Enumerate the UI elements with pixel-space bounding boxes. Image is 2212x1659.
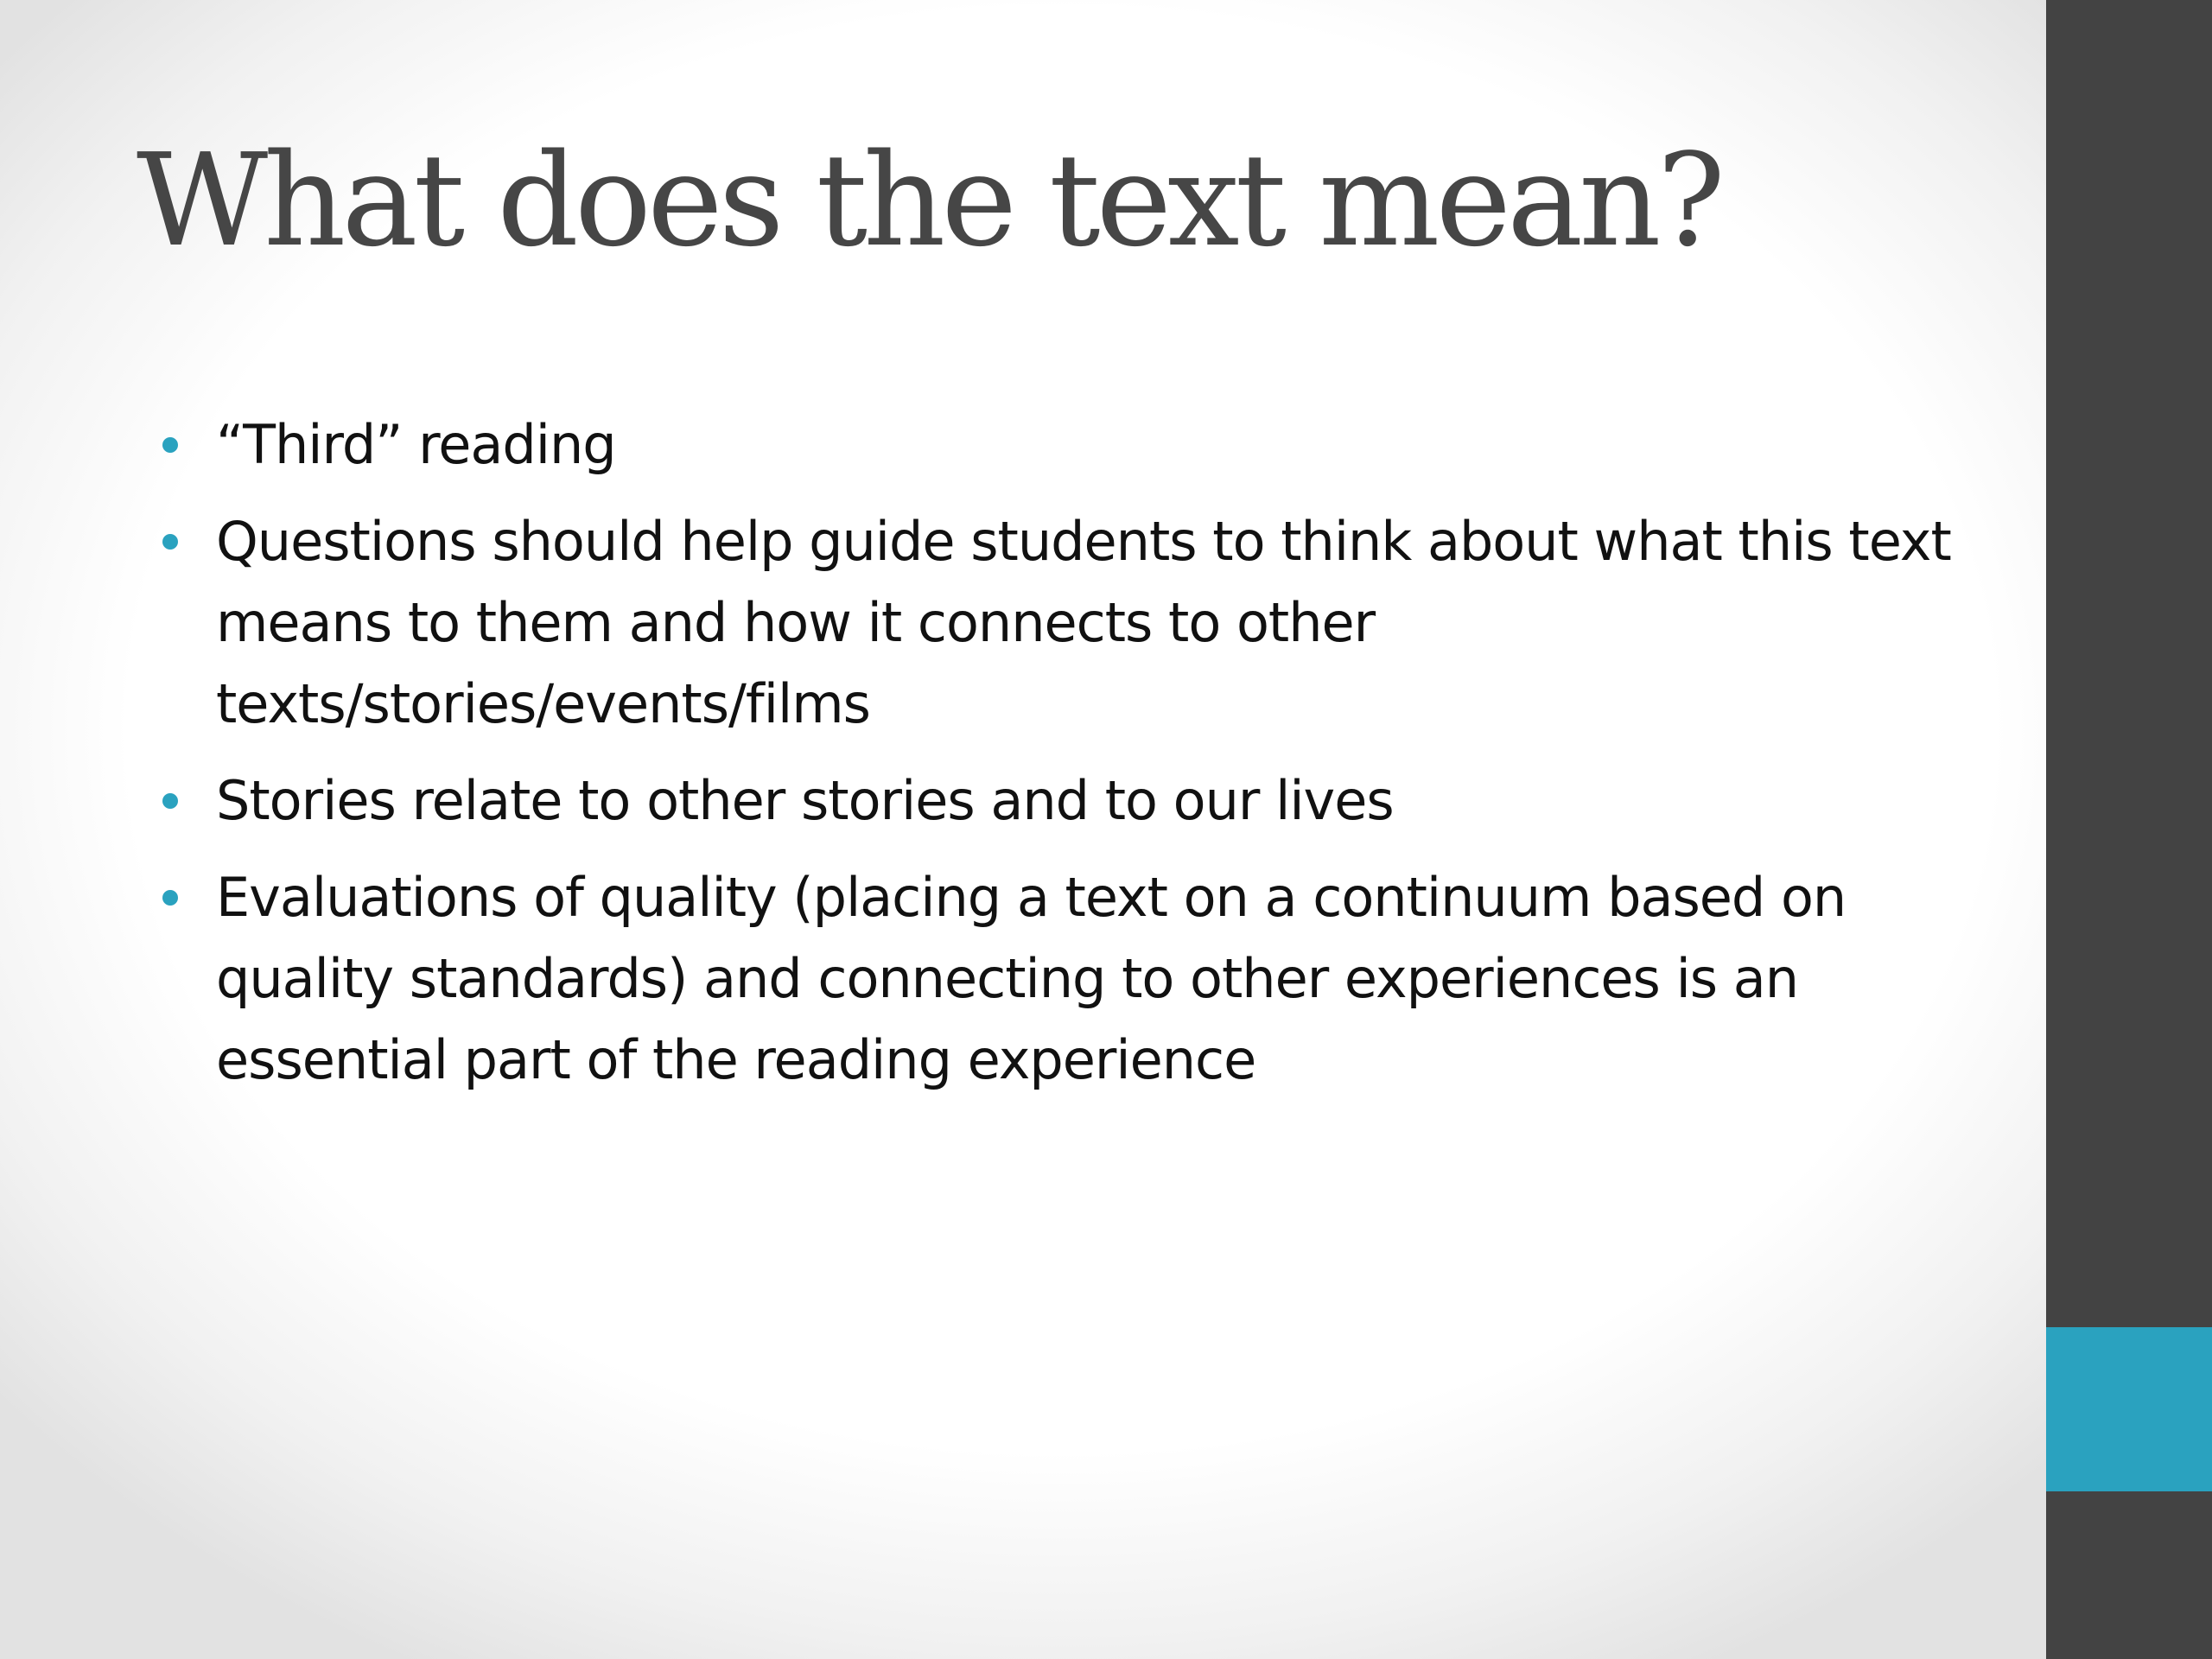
bullet-dot-icon [162, 534, 178, 550]
bullet-dot-icon [162, 890, 178, 906]
bullet-item [157, 760, 1989, 842]
bullet-dot-icon [162, 793, 178, 809]
slide-title: What does the text mean? [137, 126, 1721, 275]
decorative-sidebar [2046, 0, 2212, 1659]
sidebar-accent-block [2046, 1327, 2212, 1491]
bullet-item [157, 501, 1989, 745]
bullet-item [157, 857, 1989, 1101]
bullet-text: Evaluations of quality (placing a text on a continuum based on quality standards) and connecting to other experiences is an essential part of the reading experience [216, 866, 1847, 1091]
bullet-text: Stories relate to other stories and to our lives [216, 769, 1394, 832]
bullet-text: Questions should help guide students to think about what this text means to them and how it connects to other texts/stories/events/films [216, 510, 1951, 735]
bullet-item [157, 404, 1989, 486]
bullet-text: “Third” reading [216, 413, 616, 476]
bullet-dot-icon [162, 437, 178, 453]
bullet-list [157, 404, 1989, 1116]
